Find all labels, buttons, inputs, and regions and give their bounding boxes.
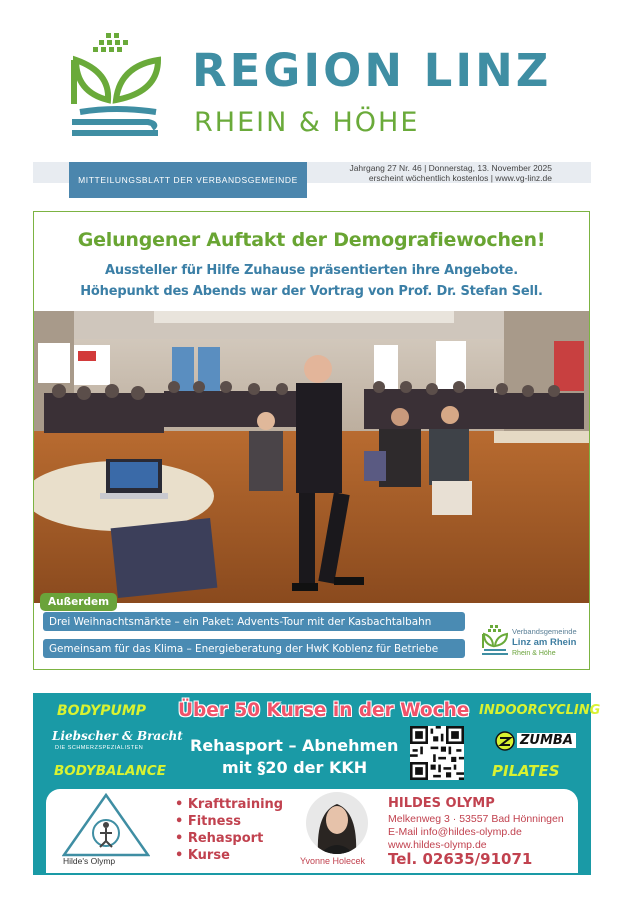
ad-service-item: • Rehasport bbox=[175, 831, 264, 846]
issue-line: Jahrgang 27 Nr. 46 | Donnerstag, 13. November 2025 bbox=[349, 163, 552, 173]
ad-company-name: HILDES OLYMP bbox=[388, 796, 495, 811]
hildes-olymp-logo-icon bbox=[62, 793, 150, 857]
masthead-subtitle: RHEIN & HÖHE bbox=[194, 107, 420, 138]
ad-rehasport-line: Rehasport – Abnehmen bbox=[190, 736, 399, 755]
masthead-title: REGION LINZ bbox=[192, 44, 552, 97]
ad-phone[interactable]: Tel. 02635/91071 bbox=[388, 850, 533, 868]
vg-logo-line: Verbandsgemeinde bbox=[512, 627, 577, 636]
ad-service-item: • Kurse bbox=[175, 848, 230, 863]
ad-address: Melkenweg 3 · 53557 Bad Hönningen bbox=[388, 813, 564, 825]
leaf-wave-logo-icon bbox=[66, 30, 166, 138]
vg-logo-line: Rhein & Höhe bbox=[512, 650, 556, 657]
portrait-photo bbox=[306, 792, 368, 854]
ad-pilates: PILATES bbox=[492, 762, 560, 780]
ad-rehasport-line: mit §20 der KKH bbox=[222, 758, 368, 777]
bulletin-label: MITTEILUNGSBLATT DER VERBANDSGEMEINDE bbox=[69, 162, 307, 198]
ad-headline: Über 50 Kurse in der Woche bbox=[178, 700, 470, 721]
published-line: erscheint wöchentlich kostenlos | www.vg-linz.de bbox=[368, 173, 552, 183]
liebscher-logo: Liebscher & Bracht bbox=[52, 729, 183, 743]
hildes-olymp-caption: Hilde's Olymp bbox=[63, 856, 116, 866]
liebscher-tagline: DIE SCHMERZSPEZIALISTEN bbox=[55, 745, 144, 751]
ad-indoorcycling: INDOORCYCLING bbox=[479, 703, 601, 718]
ad-email[interactable]: E-Mail info@hildes-olymp.de bbox=[388, 826, 522, 838]
qr-code-icon bbox=[410, 726, 464, 780]
zumba-logo: ZUMBA bbox=[517, 733, 576, 748]
teaser-link[interactable]: Drei Weihnachtsmärkte – ein Paket: Advents-Tour mit der Kasbachtalbahn bbox=[43, 612, 465, 631]
teaser-link[interactable]: Gemeinsam für das Klima – Energieberatung der HwK Koblenz für Betriebe bbox=[43, 639, 465, 658]
lead-subline: Höhepunkt des Abends war der Vortrag von Prof. Dr. Stefan Sell. bbox=[80, 284, 543, 299]
lead-subline: Aussteller für Hilfe Zuhause präsentierten ihre Angebote. bbox=[105, 263, 518, 278]
vg-logo-line: Linz am Rhein bbox=[512, 637, 577, 648]
portrait-name: Yvonne Holecek bbox=[300, 856, 366, 866]
vg-logo-icon bbox=[480, 624, 510, 656]
ad-service-item: • Fitness bbox=[175, 814, 241, 829]
ad-website[interactable]: www.hildes-olymp.de bbox=[388, 839, 487, 851]
ad-service-item: • Krafttraining bbox=[175, 797, 284, 812]
ad-bodypump: BODYPUMP bbox=[57, 703, 147, 719]
event-audience-photo bbox=[34, 311, 589, 603]
zumba-logo-icon bbox=[494, 731, 516, 751]
lead-headline: Gelungener Auftakt der Demografiewochen! bbox=[77, 229, 546, 251]
ad-bodybalance: BODYBALANCE bbox=[54, 763, 166, 779]
also-label: Außerdem bbox=[40, 593, 117, 611]
